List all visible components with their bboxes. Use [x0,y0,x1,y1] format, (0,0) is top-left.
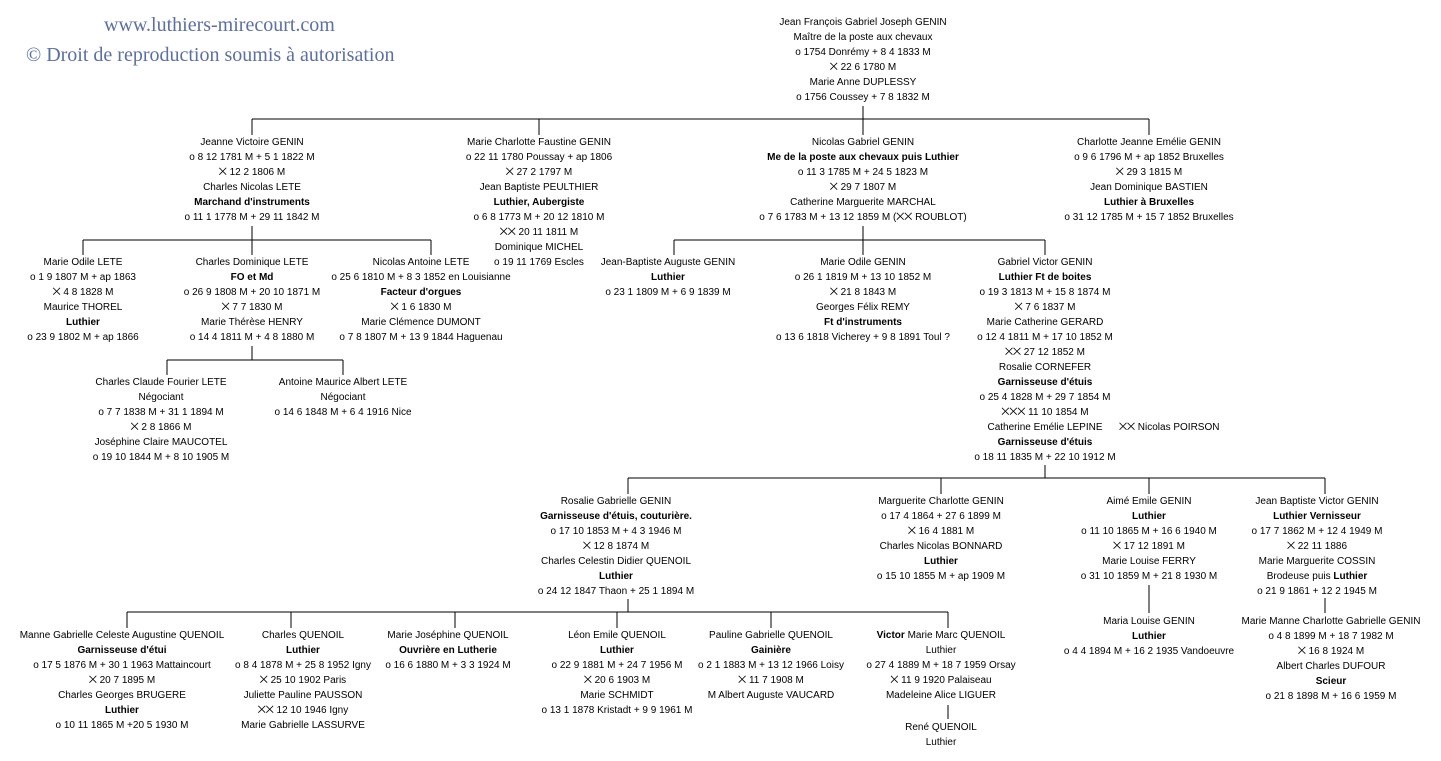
person-marie-odile-genin [776,255,950,345]
person-line: o 26 1 1819 M + 13 10 1852 M [794,272,932,283]
person-line: Jean-Baptiste Auguste GENIN [600,257,736,268]
copyright-watermark: © Droit de reproduction soumis à autorisation [26,44,395,66]
person-antoine-maurice-albert-lete [274,375,411,420]
person-line: Marie Thérèse HENRY [201,317,303,328]
person-line: Jeanne Victoire GENIN [200,137,304,148]
person-line: ⨉ 16 8 1924 M [1297,646,1365,657]
person-line: Luthier [1132,511,1166,522]
person-line: ⨉ 7 6 1837 M [1014,302,1076,313]
person-line: o 1756 Coussey + 7 8 1832 M [796,92,930,103]
person-line: Albert Charles DUFOUR [1276,661,1386,672]
person-line: Marie Gabrielle LASSURVE [241,720,365,731]
person-marie-josephine-quenoil [385,628,510,673]
person-line: Madeleine Alice LIGUER [885,690,997,701]
person-line: o 13 6 1818 Vicherey + 9 8 1891 Toul ? [776,332,950,343]
person-line: ⨉⨉ 12 10 1946 Igny [257,705,349,716]
person-line: ⨉⨉ 20 11 1811 M [499,227,579,238]
person-line: Luthier [925,737,957,748]
person-line: o 31 12 1785 M + 15 7 1852 Bruxelles [1064,212,1234,223]
person-line: o 11 10 1865 M + 16 6 1940 M [1081,526,1217,537]
person-line: Aimé Emile GENIN [1106,496,1192,507]
person-charlotte-jeanne-genin [1064,135,1233,225]
person-line: Luthier Ft de boites [998,272,1092,283]
person-line: ⨉ 12 8 1874 M [582,541,650,552]
person-line: Luthier [1132,631,1166,642]
person-line: Charles Nicolas LETE [203,182,301,193]
person-line: Charles QUENOIL [261,630,345,641]
person-manne-gabrielle-quenoil [20,628,225,733]
person-line: ⨉ 20 7 1895 M [88,675,156,686]
person-line: o 14 6 1848 M + 6 4 1916 Nice [274,407,412,418]
person-line: Maria Louise GENIN [1103,616,1195,627]
person-line: Négociant [320,392,366,403]
person-line: o 21 8 1898 M + 16 6 1959 M [1265,691,1397,702]
person-line: o 11 1 1778 M + 29 11 1842 M [184,212,320,223]
person-line: Nicolas Gabriel GENIN [811,137,915,148]
person-line: Marie Charlotte Faustine GENIN [467,137,611,148]
person-line: o 7 7 1838 M + 31 1 1894 M [98,407,224,418]
person-line: ⨉ 22 11 1886 [1286,541,1348,552]
person-jean-baptiste-victor-genin [1252,494,1383,599]
person-line: ⨉ 4 8 1828 M [52,287,114,298]
person-line: ⨉ 7 7 1830 M [221,302,283,313]
person-line: Marie Louise FERRY [1102,556,1196,567]
person-line: Luthier [651,272,685,283]
person-line: Garnisseuse d'étuis, couturière. [540,511,692,522]
person-line: Léon Emile QUENOIL [568,630,666,641]
person-line: o 27 4 1889 M + 18 7 1959 Orsay [866,660,1016,671]
person-line: Jean François Gabriel Joseph GENIN [779,17,947,28]
person-line: Charles Celestin Didier QUENOIL [540,556,692,567]
person-line: Scieur [1315,676,1347,687]
person-line: Luthier [600,645,634,656]
person-line: Luthier [599,571,633,582]
person-line: Me de la poste aux chevaux puis Luthier [767,152,959,163]
person-line: o 12 4 1811 M + 17 10 1852 M [977,332,1113,343]
person-line: Joséphine Claire MAUCOTEL [94,437,228,448]
person-line: ⨉ 1 6 1830 M [390,302,452,313]
person-line: ⨉ 22 6 1780 M [829,62,897,73]
person-line: Catherine Emélie LEPINE [987,422,1103,433]
person-line: Rosalie Gabrielle GENIN [560,496,672,507]
person-victor-quenoil [866,628,1015,703]
person-line: o 18 11 1835 M + 22 10 1912 M [974,452,1116,463]
person-line: o 23 1 1809 M + 6 9 1839 M [605,287,731,298]
person-line: ⨉ 11 9 1920 Palaiseau [890,675,992,686]
person-line: Maurice THOREL [43,302,123,313]
person-line: o 31 10 1859 M + 21 8 1930 M [1080,571,1218,582]
person-line: Garnisseuse d'étui [77,645,167,656]
person-line: o 19 3 1813 M + 15 8 1874 M [979,287,1111,298]
person-line: Ouvrière en Lutherie [399,645,497,656]
person-line: o 7 6 1783 M + 13 12 1859 M (⨉⨉ ROUBLOT) [759,212,967,223]
person-marie-odile-lete [27,255,138,345]
person-line: Jean Baptiste PEULTHIER [479,182,599,193]
person-maria-louise-genin [1064,614,1234,659]
person-line: Marie Catherine GERARD [986,317,1104,328]
person-line: Dominique MICHEL [494,242,584,253]
person-line: ⨉ 12 2 1806 M [218,167,286,178]
person-line: o 24 12 1847 Thaon + 25 1 1894 M [537,586,695,597]
person-line: o 22 9 1881 M + 24 7 1956 M [551,660,683,671]
person-line: o 14 4 1811 M + 4 8 1880 M [189,332,315,343]
person-line: Luthier [925,645,957,656]
person-aime-emile-genin [1081,494,1218,584]
person-line: o 1754 Donrémy + 8 4 1833 M [795,47,931,58]
person-line: Georges Félix REMY [816,302,910,313]
person-line: ⨉⨉ 27 12 1852 M [1005,347,1085,358]
person-line: Luthier, Aubergiste [493,197,585,208]
person-line: o 11 3 1785 M + 24 5 1823 M [797,167,929,178]
person-line: Marie Marguerite COSSIN [1258,556,1376,567]
person-charles-quenoil [235,628,371,733]
person-line: o 17 4 1864 + 27 6 1899 M [881,511,1001,522]
person-charles-dominique-lete [184,255,321,345]
website-watermark: www.luthiers-mirecourt.com [104,14,335,36]
person-line: Rosalie CORNEFER [998,362,1092,373]
person-line: ⨉⨉⨉ 11 10 1854 M [1001,407,1089,418]
person-line: o 19 10 1844 M + 8 10 1905 M [92,452,230,463]
person-line: Marchand d'instruments [194,197,310,208]
person-line: Juliette Pauline PAUSSON [243,690,363,701]
person-line: Luthier [924,556,958,567]
person-line: Ft d'instruments [824,317,902,328]
person-line: o 4 4 1894 M + 16 2 1935 Vandoeuvre [1063,646,1235,657]
person-gabriel-victor-genin [974,255,1115,465]
person-line: o 21 9 1861 + 12 2 1945 M [1257,586,1377,597]
person-line: Facteur d'orgues [380,287,462,298]
person-line: ⨉ 17 12 1891 M [1113,541,1185,552]
person-line: o 23 9 1802 M + ap 1866 [27,332,139,343]
person-line: o 8 4 1878 M + 25 8 1952 Igny [235,660,371,671]
person-line: o 17 7 1862 M + 12 4 1949 M [1251,526,1383,537]
person-line: Luthier [66,317,100,328]
person-line: ⨉ 21 8 1843 M [829,287,897,298]
person-line: o 25 6 1810 M + 8 3 1852 en Louisianne [331,272,511,283]
person-line: FO et Md [230,272,274,283]
person-line: Luthier Vernisseur [1273,511,1361,522]
person-line: o 17 10 1853 M + 4 3 1946 M [550,526,682,537]
person-line: Marguerite Charlotte GENIN [878,496,1004,507]
person-line: o 6 8 1773 M + 20 12 1810 M [473,212,605,223]
person-line: ⨉ 27 2 1797 M [505,167,573,178]
person-line: Brodeuse puis Luthier [1266,571,1368,582]
person-pauline-gabrielle-quenoil [698,628,844,703]
person-line: Luthier [286,645,320,656]
person-line: o 7 8 1807 M + 13 9 1844 Haguenau [339,332,503,343]
person-line: Luthier [105,705,139,716]
person-line: Marie Odile LETE [43,257,123,268]
person-charles-claude-fourier-lete [93,375,230,465]
person-marguerite-charlotte-genin [877,494,1005,584]
person-jean-francois-genin [779,15,946,105]
person-line: o 17 5 1876 M + 30 1 1963 Mattaincourt [33,660,211,671]
person-line: Gainière [750,645,792,656]
person-line: o 26 9 1808 M + 20 10 1871 M [183,287,321,298]
person-line: o 2 1 1883 M + 13 12 1966 Loisy [698,660,844,671]
person-line: Nicolas Antoine LETE [372,257,470,268]
person-line: Maître de la poste aux chevaux [793,32,933,43]
person-line: Charles Claude Fourier LETE [95,377,227,388]
person-line: ⨉ 25 10 1902 Paris [259,675,347,686]
person-line: o 4 8 1899 M + 18 7 1982 M [1268,631,1394,642]
person-line: Garnisseuse d'étuis [997,437,1093,448]
person-line: Jean Baptiste Victor GENIN [1255,496,1379,507]
person-line: Luthier à Bruxelles [1103,197,1195,208]
person-line: Victor Marie Marc QUENOIL [876,630,1006,641]
person-line: ⨉ 29 7 1807 M [829,182,897,193]
person-marie-manne-charlotte-genin [1242,614,1421,704]
person-line: Marie SCHMIDT [580,690,654,701]
extra-spouse-note: ⨉⨉ Nicolas POIRSON [1119,422,1220,433]
person-line: ⨉ 11 7 1908 M [738,675,804,686]
person-line: Charles Dominique LETE [195,257,309,268]
person-nicolas-gabriel-genin [759,135,966,225]
person-rene-quenoil [905,720,977,750]
person-line: Gabriel Victor GENIN [997,257,1093,268]
person-line: o 22 11 1780 Poussay + ap 1806 [465,152,613,163]
person-line: Marie Manne Charlotte Gabrielle GENIN [1241,616,1421,627]
person-line: Marie Anne DUPLESSY [809,77,917,88]
person-line: o 9 6 1796 M + ap 1852 Bruxelles [1074,152,1224,163]
person-line: o 13 1 1878 Kristadt + 9 9 1961 M [541,705,693,716]
person-nicolas-antoine-lete [331,255,510,345]
person-line: o 16 6 1880 M + 3 3 1924 M [385,660,511,671]
person-jean-baptiste-auguste-genin [601,255,736,300]
person-line: René QUENOIL [905,722,977,733]
person-leon-emile-quenoil [542,628,693,718]
person-line: Antoine Maurice Albert LETE [278,377,408,388]
person-marie-charlotte-genin [466,135,612,270]
person-line: o 10 11 1865 M +20 5 1930 M [55,720,189,731]
person-line: Marie Joséphine QUENOIL [387,630,509,641]
person-line: Charles Nicolas BONNARD [879,541,1003,552]
person-line: Marie Odile GENIN [820,257,906,268]
person-line: Catherine Marguerite MARCHAL [790,197,936,208]
person-line: o 8 12 1781 M + 5 1 1822 M [189,152,315,163]
person-line: Charles Georges BRUGERE [58,690,186,701]
person-line: M Albert Auguste VAUCARD [707,690,835,701]
person-line: Manne Gabrielle Celeste Augustine QUENOIL [19,630,225,641]
person-line: Charlotte Jeanne Emélie GENIN [1077,137,1221,148]
person-line: Pauline Gabrielle QUENOIL [709,630,833,641]
person-line: Négociant [138,392,184,403]
person-line: ⨉ 16 4 1881 M [907,526,975,537]
person-line: o 25 4 1828 M + 29 7 1854 M [979,392,1111,403]
person-line: Jean Dominique BASTIEN [1090,182,1208,193]
person-line: ⨉ 2 8 1866 M [130,422,192,433]
person-line: Garnisseuse d'étuis [997,377,1093,388]
person-line: o 19 11 1769 Escles [494,257,584,268]
person-line: Marie Clémence DUMONT [361,317,481,328]
person-jeanne-victoire-genin [184,135,319,225]
person-line: ⨉ 29 3 1815 M [1115,167,1183,178]
person-rosalie-gabrielle-genin [538,494,694,599]
person-line: o 15 10 1855 M + ap 1909 M [876,571,1006,582]
person-line: o 1 9 1807 M + ap 1863 [30,272,136,283]
person-line: ⨉ 20 6 1903 M [583,675,651,686]
